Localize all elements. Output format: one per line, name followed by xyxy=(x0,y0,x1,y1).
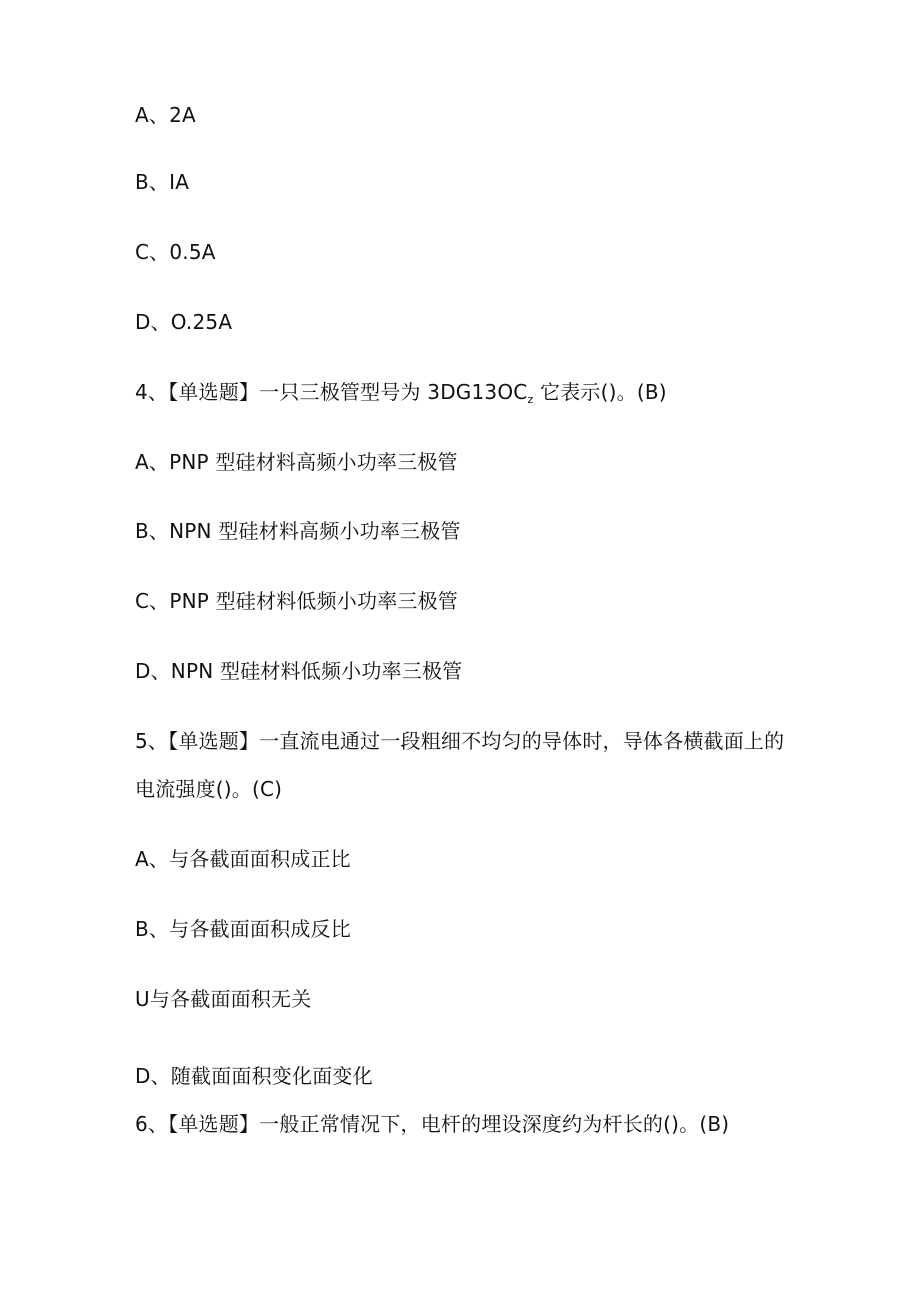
q5-option-d: D、随截面面积变化面变化 xyxy=(135,1064,373,1088)
q4-option-a: A、PNP 型硅材料高频小功率三极管 xyxy=(135,450,458,474)
q5-stem-line2: 电流强度()。(C) xyxy=(135,777,283,801)
q3-option-b: B、IA xyxy=(135,170,190,194)
q3-option-a: A、2A xyxy=(135,103,196,127)
q6-stem: 6、【单选题】一般正常情况下，电杆的埋设深度约为杆长的()。(B) xyxy=(135,1112,730,1136)
q4-option-b: B、NPN 型硅材料高频小功率三极管 xyxy=(135,519,461,543)
q4-option-c: C、PNP 型硅材料低频小功率三极管 xyxy=(135,589,459,613)
q3-option-d: D、O.25A xyxy=(135,310,233,334)
q4-stem xyxy=(135,380,667,412)
q5-option-b: B、与各截面面积成反比 xyxy=(135,917,351,941)
q5-option-c: U与各截面面积无关 xyxy=(135,987,312,1011)
q5-option-a: A、与各截面面积成正比 xyxy=(135,847,351,871)
q5-stem-line1: 5、【单选题】一直流电通过一段粗细不均匀的导体时，导体各横截面上的 xyxy=(135,729,785,753)
q4-stem-suffix: 它表示()。(B) xyxy=(533,380,667,404)
q4-stem-subscript: z xyxy=(527,393,534,406)
q4-stem-prefix: 4、【单选题】一只三极管型号为 3DG13OC xyxy=(135,380,528,404)
q3-option-c: C、0.5A xyxy=(135,240,216,264)
q4-option-d: D、NPN 型硅材料低频小功率三极管 xyxy=(135,659,463,683)
